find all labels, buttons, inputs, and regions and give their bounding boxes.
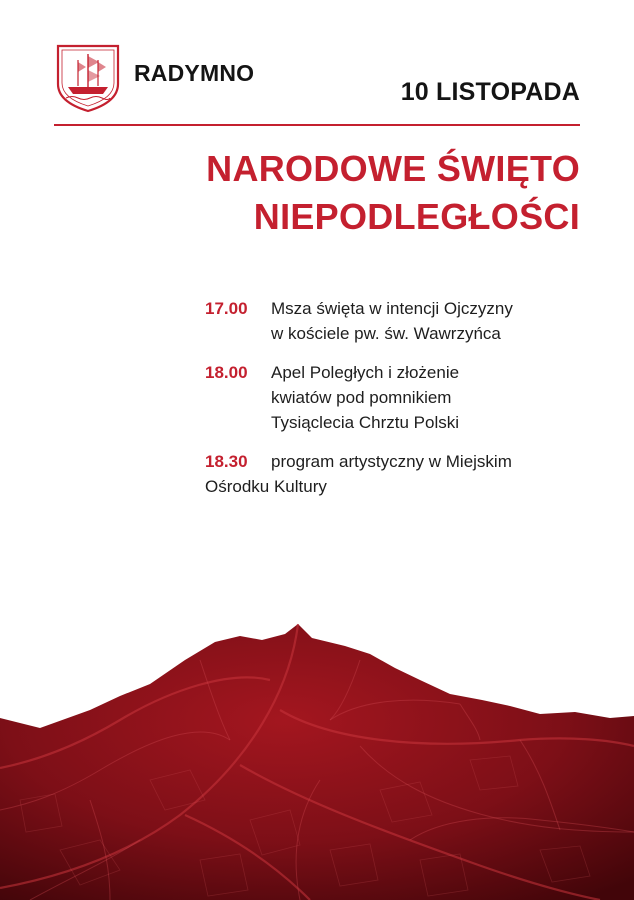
event-description-line: Apel Poległych i złożenie	[271, 363, 460, 382]
event-description-line: w kościele pw. św. Wawrzyńca	[271, 324, 501, 343]
red-leaf-illustration	[0, 600, 634, 900]
event-description-line: program artystyczny w Miejskim	[271, 452, 512, 471]
event-time: 18.30	[205, 452, 248, 471]
schedule-item	[205, 449, 595, 499]
page-title	[206, 145, 580, 241]
event-date: 10 LISTOPADA	[400, 78, 580, 106]
event-description-line: Msza święta w intencji Ojczyzny	[271, 299, 513, 318]
event-time: 18.00	[205, 363, 248, 382]
event-schedule	[205, 296, 595, 513]
event-description	[271, 360, 459, 435]
event-description-line: Tysiąclecia Chrztu Polski	[271, 413, 460, 432]
title-line-1: NARODOWE ŚWIĘTO	[206, 148, 580, 189]
event-description-line: kwiatów pod pomnikiem	[271, 388, 452, 407]
header-divider	[54, 124, 580, 126]
title-line-2: NIEPODLEGŁOŚCI	[253, 196, 580, 237]
event-description	[271, 296, 513, 346]
event-time: 17.00	[205, 299, 248, 318]
schedule-item	[205, 296, 595, 346]
town-crest-ship-icon	[54, 40, 122, 114]
city-name: RADYMNO	[134, 60, 255, 86]
event-description-line: Ośrodku Kultury	[205, 477, 327, 496]
schedule-item	[205, 360, 595, 435]
